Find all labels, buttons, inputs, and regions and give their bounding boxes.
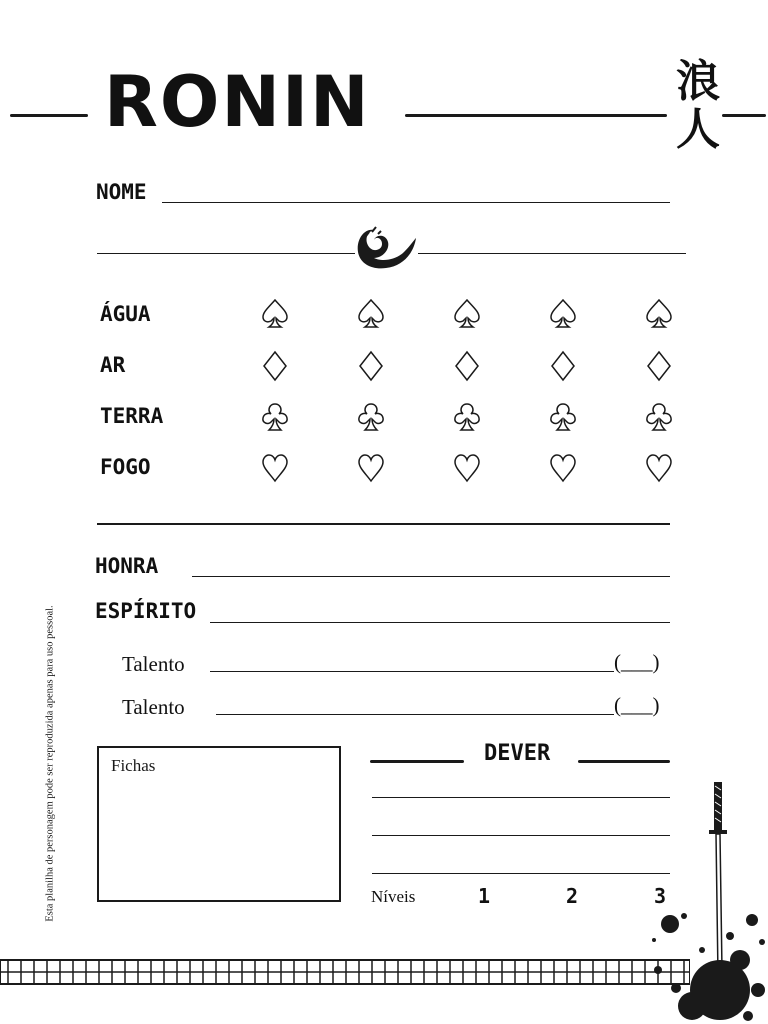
heart-icon[interactable] (260, 452, 290, 484)
section-divider (97, 523, 670, 525)
talento-field-1[interactable] (210, 671, 614, 672)
honra-label: HONRA (95, 554, 159, 578)
club-icon[interactable] (548, 401, 578, 433)
element-label-terra: TERRA (100, 404, 164, 428)
dever-title: DEVER (484, 741, 551, 766)
diamond-icon[interactable] (548, 350, 578, 382)
dever-line-3[interactable] (372, 873, 670, 874)
diamond-icon[interactable] (452, 350, 482, 382)
spade-icon[interactable] (644, 298, 674, 330)
talento-cost-1[interactable]: (___) (614, 650, 660, 674)
film-strip-border (0, 958, 690, 986)
espirito-label: ESPÍRITO (95, 599, 197, 623)
nome-field[interactable] (162, 202, 670, 203)
dever-line-1[interactable] (372, 797, 670, 798)
element-label-agua: ÁGUA (100, 302, 151, 326)
reproduction-note: Esta planilha de personagem pode ser reproduzida apenas para uso pessoal. (44, 605, 56, 922)
spade-icon[interactable] (356, 298, 386, 330)
heart-icon[interactable] (356, 452, 386, 484)
spade-icon[interactable] (548, 298, 578, 330)
level-3[interactable]: 3 (654, 884, 667, 908)
heart-icon[interactable] (452, 452, 482, 484)
divider-left (97, 253, 355, 254)
club-icon[interactable] (260, 401, 290, 433)
ink-splatter-icon (640, 880, 768, 1024)
talento-label-2: Talento (122, 695, 185, 719)
club-icon[interactable] (356, 401, 386, 433)
level-2[interactable]: 2 (566, 884, 579, 908)
dever-line-2[interactable] (372, 835, 670, 836)
diamond-icon[interactable] (356, 350, 386, 382)
header-rule-far-right (722, 114, 766, 117)
element-label-fogo: FOGO (100, 455, 151, 479)
divider-right (418, 253, 686, 254)
spade-icon[interactable] (260, 298, 290, 330)
diamond-icon[interactable] (260, 350, 290, 382)
talento-label-1: Talento (122, 652, 185, 676)
element-label-ar: AR (100, 353, 126, 377)
niveis-label: Níveis (371, 887, 416, 906)
club-icon[interactable] (452, 401, 482, 433)
diamond-icon[interactable] (644, 350, 674, 382)
kanji-title (668, 58, 728, 154)
talento-field-2[interactable] (216, 714, 614, 715)
dever-rule-left (370, 760, 464, 763)
talento-cost-2[interactable]: (___) (614, 693, 660, 717)
spade-icon[interactable] (452, 298, 482, 330)
header-rule-left (10, 114, 88, 117)
fichas-label: Fichas (111, 756, 156, 775)
header-rule-right (405, 114, 667, 117)
club-icon[interactable] (644, 401, 674, 433)
dever-rule-right (578, 760, 670, 763)
page-title: RONIN (104, 61, 371, 143)
espirito-field[interactable] (210, 622, 670, 623)
kanji-bottom: 人 (676, 104, 720, 155)
level-1[interactable]: 1 (478, 884, 491, 908)
heart-icon[interactable] (548, 452, 578, 484)
nome-label: NOME (96, 180, 147, 204)
honra-field[interactable] (192, 576, 670, 577)
fichas-box[interactable] (97, 746, 341, 902)
kanji-top: 浪 (676, 56, 720, 107)
heart-icon[interactable] (644, 452, 674, 484)
wave-icon (352, 222, 420, 272)
